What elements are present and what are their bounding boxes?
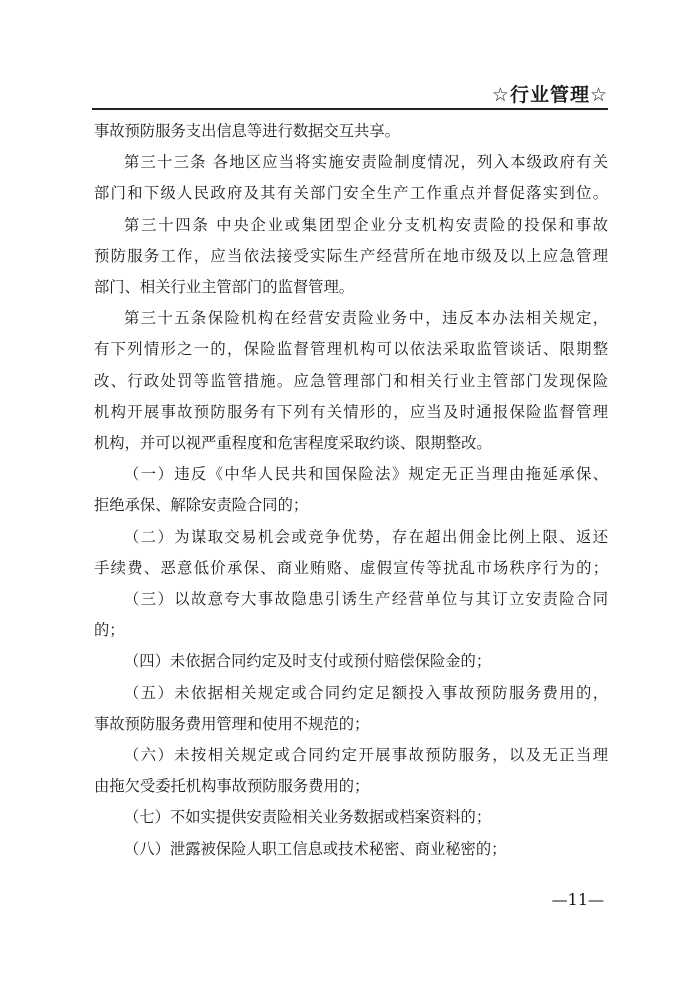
item-5-line-2: 事故预防服务费用管理和使用不规范的； — [94, 714, 370, 733]
page-number: —11— — [551, 890, 604, 909]
item-3-line-2: 的； — [94, 621, 125, 640]
article-35-line-1: 第三十五条保险机构在经营安责险业务中，违反本办法相关规定， — [124, 309, 608, 328]
document-body — [94, 116, 608, 865]
article-34-line-2: 预防服务工作，应当依法接受实际生产经营所在地市级及以上应急管理 — [94, 246, 608, 265]
item-2-line-1: （二）为谋取交易机会或竞争优势，存在超出佣金比例上限、返还 — [124, 527, 608, 546]
article-34-line-3: 部门、相关行业主管部门的监督管理。 — [94, 278, 355, 297]
article-35-line-4: 机构开展事故预防服务有下列有关情形的，应当及时通报保险监督管理 — [94, 402, 608, 421]
article-34-line-1: 第三十四条 中央企业或集团型企业分支机构安责险的投保和事故 — [124, 215, 608, 234]
item-8-line-1: （八）泄露被保险人职工信息或技术秘密、商业秘密的； — [124, 839, 507, 858]
item-5-line-1: （五）未依据相关规定或合同约定足额投入事故预防服务费用的， — [124, 683, 608, 702]
item-7-line-1: （七）不如实提供安责险相关业务数据或档案资料的； — [124, 808, 492, 827]
item-6-line-1: （六）未按相关规定或合同约定开展事故预防服务，以及无正当理 — [124, 746, 608, 765]
item-3-line-1: （三）以故意夸大事故隐患引诱生产经营单位与其订立安责险合同 — [124, 590, 608, 609]
item-2-line-2: 手续费、恶意低价承保、商业贿赂、虚假宣传等扰乱市场秩序行为的； — [94, 558, 608, 577]
header-rule — [92, 108, 608, 110]
section-header-title: ☆行业管理☆ — [491, 84, 608, 106]
article-33-line-2: 部门和下级人民政府及其有关部门安全生产工作重点并督促落实到位。 — [94, 184, 608, 203]
article-33-line-1: 第三十三条 各地区应当将实施安责险制度情况，列入本级政府有关 — [124, 153, 608, 172]
paragraph-continuation: 事故预防服务支出信息等进行数据交互共享。 — [94, 122, 400, 140]
article-35-line-2: 有下列情形之一的，保险监督管理机构可以依法采取监管谈话、限期整 — [94, 340, 608, 359]
item-1-line-2: 拒绝承保、解除安责险合同的； — [94, 496, 309, 515]
item-4-line-1: （四）未依据合同约定及时支付或预付赔偿保险金的； — [124, 652, 492, 671]
article-35-line-5: 机构，并可以视严重程度和危害程度采取约谈、限期整改。 — [94, 434, 492, 453]
item-6-line-2: 由拖欠受委托机构事故预防服务费用的； — [94, 777, 370, 796]
item-1-line-1: （一）违反《中华人民共和国保险法》规定无正当理由拖延承保、 — [124, 465, 608, 484]
article-35-line-3: 改、行政处罚等监管措施。应急管理部门和相关行业主管部门发现保险 — [94, 371, 608, 390]
